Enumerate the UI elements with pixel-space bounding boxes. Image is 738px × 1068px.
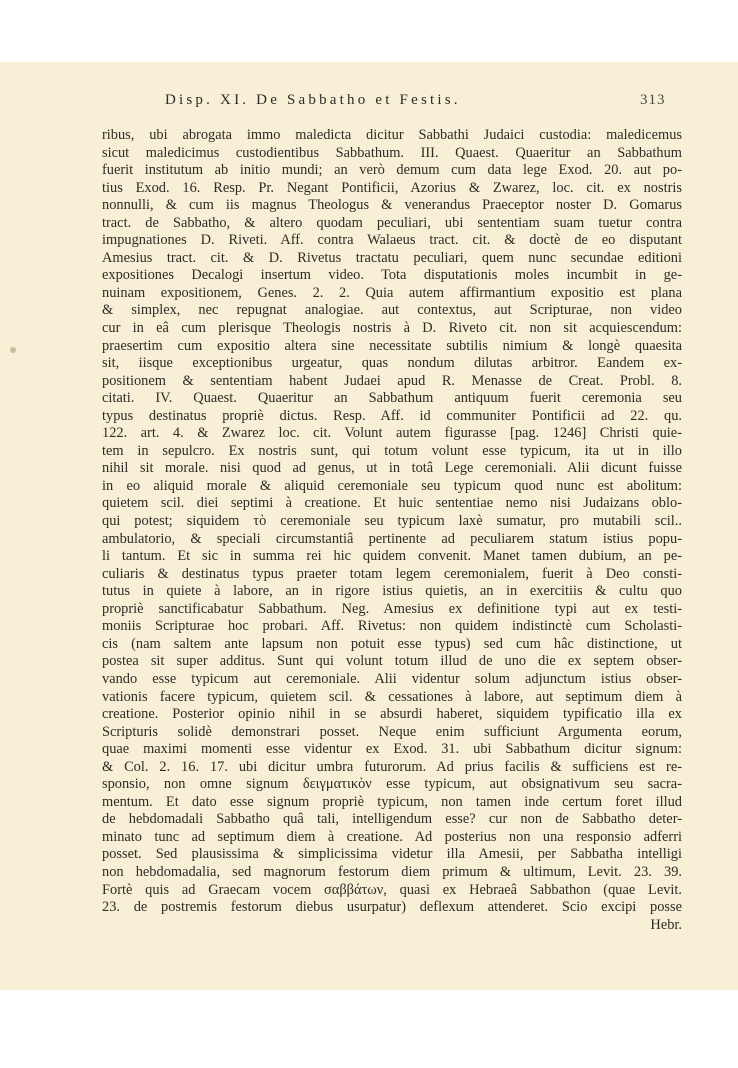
text-line: qui potest; siquidem τὸ ceremoniale seu typicum laxè sumatur, pro mutabili scil.. [102,513,682,530]
text-line: typus destinatus propriè dictus. Resp. Aff. id communiter Pontificii ad 22. qu. [102,407,682,424]
text-line: cur in eâ cum plerisque Theologis nostris à D. Riveto cit. non sit acquiescendum: [102,320,682,337]
text-line: & Col. 2. 16. 17. ubi dicitur umbra futurorum. Ad prius facilis & sufficiens est re- [102,758,682,775]
text-line: in eo aliquid morale & aliquid ceremoniale seu typicum quod nunc est abolitum: [102,477,682,494]
text-line: tem in sepulcro. Ex nostris sunt, qui totum volunt esse typicum, ita ut in illo [102,442,682,459]
margin-mark [10,347,16,353]
text-line: 122. art. 4. & Zwarez loc. cit. Volunt autem figurasse [pag. 1246] Christi quie- [102,425,682,442]
book-page [0,62,738,990]
text-line: Amesius tract. cit. & D. Rivetus tractatu peculiari, quem nunc secundae editioni [102,249,682,266]
text-line: tract. de Sabbatho, & altero quodam peculiari, ubi sententiam suam tuetur contra [102,214,682,231]
body-text [102,127,682,934]
text-line: & simplex, nec repugnat analogiae. aut contextus, aut Scripturae, non video [102,302,682,319]
text-line: vationis facere typicum, quietem scil. & cessationes à labore, aut septimum diem à [102,688,682,705]
text-line: moniis Scripturae hoc probari. Aff. Rivetus: non quidem indistinctè cum Scholasti- [102,618,682,635]
text-line: Scripturis solidè demonstrari posset. Neque enim sufficiunt Argumenta eorum, [102,723,682,740]
text-line: fuerit institutum ab initio mundi; an verò demum cum data lege Exod. 20. aut po- [102,162,682,179]
text-line: Fortè quis ad Graecam vocem σαββάτων, quasi ex Hebraeâ Sabbathon (quae Levit. [102,881,682,898]
text-line: mentum. Et dato esse signum propriè typicum, non tamen inde certum foret illud [102,793,682,810]
text-line: minato tunc ad septimum diem à creatione. Ad posterius non una responsio adferri [102,828,682,845]
text-line: nihil sit morale. nisi quod ad genus, ut in totâ Lege ceremoniali. Alii dicunt fuisse [102,460,682,477]
text-line: li tantum. Et sic in summa rei hic quidem convenit. Manet tamen dubium, an pe- [102,548,682,565]
text-line: Hebr. [650,916,682,933]
text-line: 23. de postremis festorum diebus usurpatur) deflexum attenderet. Scio excipi posse [102,899,682,916]
text-line: vando esse typicum aut ceremoniale. Alii videntur solum adjunctum istius obser- [102,670,682,687]
text-line: sit, iisque exceptionibus urgeatur, quas nondum dilutas arbitror. Eandem ex- [102,355,682,372]
text-line: cis (nam saltem ante lapsum non potuit esse typus) sed cum hâc distinctione, ut [102,635,682,652]
text-line: positionem & sententiam habent Judaei apud R. Menasse de Creat. Probl. 8. [102,372,682,389]
text-line: nuinam expositionem, Genes. 2. 2. Quia autem affirmantium expositio est plana [102,284,682,301]
text-line: non hebdomadalia, sed magnorum festorum diem primum & ultimum, Levit. 23. 39. [102,863,682,880]
text-line: sicut maledicimus custodientibus Sabbathum. III. Quaest. Quaeritur an Sabbathum [102,144,682,161]
text-line: nonnulli, & cum iis magnus Theologus & venerandus Praeceptor noster D. Gomarus [102,197,682,214]
text-line: tius Exod. 16. Resp. Pr. Negant Pontificii, Azorius & Zwarez, loc. cit. ex nostris [102,179,682,196]
text-line: praesertim cum expositio altera sine necessitate subtilis nimium & longè quaesita [102,337,682,354]
text-line: de hebdomadali Sabbatho quâ tali, intelligendum esse? cur non de Sabbatho deter- [102,811,682,828]
page-header [0,92,738,112]
text-line: citati. IV. Quaest. Quaeritur an Sabbathum antiquum fuerit ceremonia seu [102,390,682,407]
page-number: 313 [640,92,666,108]
text-line: expositiones Decalogi insertum video. Tota disputationis moles incumbit in ge- [102,267,682,284]
text-line: quietem scil. diei septimi à creatione. Et huic sententiae nemo nisi Judaizans oblo- [102,495,682,512]
text-line: tutus in quiete à labore, an in rigore istius quietis, an in exercitiis & cultu quo [102,583,682,600]
text-line: creatione. Posterior opinio nihil in se absurdi haberet, siquidem typificatio illa ex [102,706,682,723]
text-line: quae maximi momenti esse videntur ex Exod. 31. ubi Sabbathum dicitur signum: [102,741,682,758]
text-line: sponsio, non omne signum δειγματικὸν esse typicum, aut obsignativum seu sacra- [102,776,682,793]
text-line: culiaris & destinatus typus praeter totam legem ceremonialem, fuerit à Deo consti- [102,565,682,582]
text-line: ambulatorio, & speciali circumstantiâ pertinente ad peculiarem statum istius popu- [102,530,682,547]
text-line: postea sit super additus. Sunt qui volunt totum illud de uno die ex septem obser- [102,653,682,670]
text-line: posset. Sed plausissima & simplicissima videtur illa Amesii, per Sabbatha intelligi [102,846,682,863]
text-line: ribus, ubi abrogata immo maledicta dicitur Sabbathi Judaici custodia: maledicemus [102,127,682,143]
running-head: Disp. XI. De Sabbatho et Festis. [165,92,461,108]
text-line: propriè sanctificabatur Sabbathum. Neg. Amesius ex definitione typi aut ex testi- [102,600,682,617]
text-line: impugnationes D. Riveti. Aff. contra Walaeus tract. cit. & doctè de eo disputant [102,232,682,249]
